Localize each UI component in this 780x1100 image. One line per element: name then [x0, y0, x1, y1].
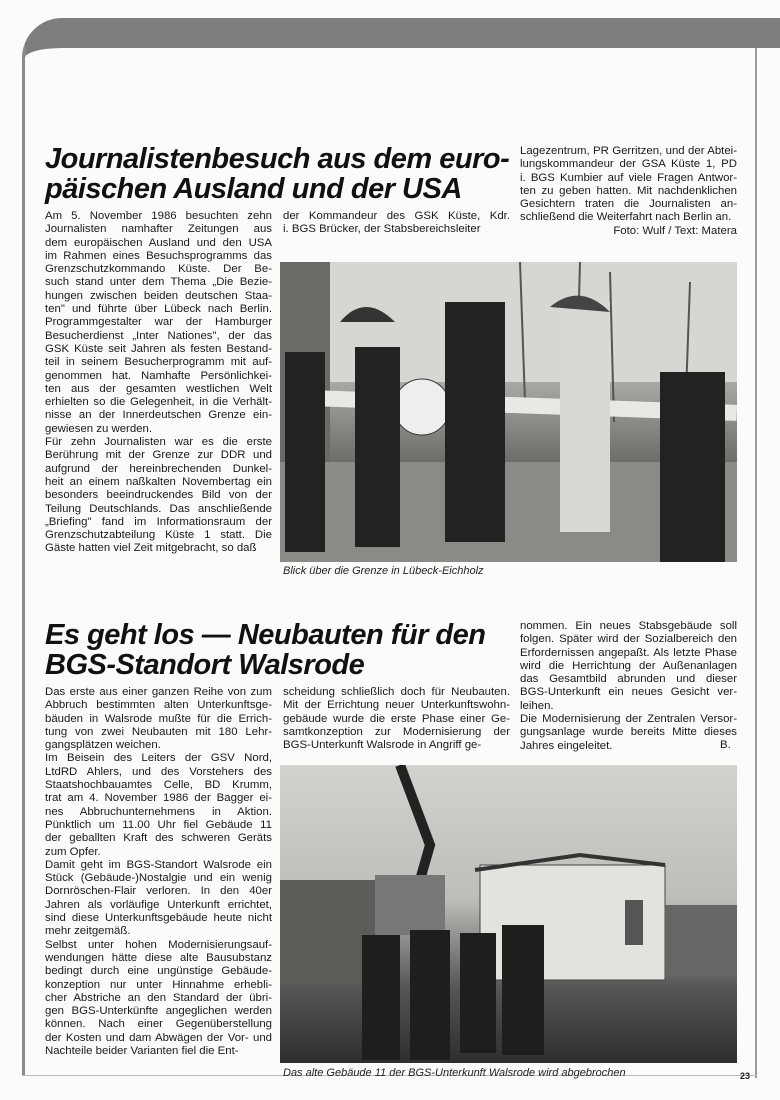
text-line: das Gesamtbild abrunden und dieser: [520, 673, 737, 686]
text-line: dem europäischen Ausland und den USA: [45, 236, 272, 249]
text-line: Berührung mit der Grenze zur DDR und: [45, 449, 272, 462]
text-line: gen BGS-Unterkünfte angeglichen werden: [45, 1005, 272, 1018]
photo-text-credit: Foto: Wulf / Text: Matera: [613, 225, 737, 237]
article2-signature: B.: [720, 739, 731, 751]
text-line: LtdRD Ahlers, und des Vorstehers des: [45, 765, 272, 778]
text-line: i. BGS Brücker, der Stabsbereichsleiter: [283, 223, 481, 236]
photo2-caption: Das alte Gebäude 11 der BGS-Unterkunft Walsrode wird abgebrochen: [283, 1067, 626, 1079]
text-line: schließend die Weiterfahrt nach Berlin an.: [520, 211, 732, 224]
photo-demolition-image: [280, 765, 737, 1063]
text-line: such stand unter dem Thema „Die Bezie-: [45, 276, 272, 289]
headline-line: BGS-Standort Walsrode: [45, 649, 365, 681]
text-line: Journalisten namhafter Zeitungen aus: [45, 223, 272, 236]
text-line: wird die Herrichtung der Außenanlagen: [520, 659, 737, 672]
text-line: sind diese Unterkunftsgebäude heute nicht: [45, 912, 272, 925]
headline-line: päischen Ausland und der USA: [45, 173, 462, 205]
text-line: Damit geht im BGS-Standort Walsrode ein: [45, 858, 272, 871]
text-line: Mit der Errichtung neuer Unterkunftswohn-: [283, 699, 510, 712]
text-line: Staatshochbauamtes Celle, BD Krumm,: [45, 779, 272, 792]
text-line: konzeption nur unter Hinnahme erhebli-: [45, 978, 272, 991]
photo-border-crossing: [280, 262, 737, 562]
text-line: der geballten Kraft des schweren Geräts: [45, 832, 272, 845]
text-line: bedingt durch eine ungünstige Gebäude-: [45, 965, 272, 978]
text-line: Programmgestalter war der Hamburger: [45, 316, 272, 329]
headline-line: Journalistenbesuch aus dem euro-: [45, 143, 510, 175]
text-line: Besucherdienst „Inter Nationes", der das: [45, 329, 272, 342]
article1-column-3: [520, 145, 737, 225]
text-line: cher Abstriche an den Standard der übri-: [45, 991, 272, 1004]
text-line: Selbst unter hohen Modernisierungsauf-: [45, 938, 272, 951]
text-line: gangsplätzen weichen.: [45, 739, 161, 752]
article1-column-2: [283, 210, 510, 237]
article2-column-2: [283, 686, 510, 752]
text-line: Die Modernisierung der Zentralen Versor-: [520, 713, 737, 726]
text-line: GSK Küste seit Jahren als festen Bestand-: [45, 342, 272, 355]
frame-inner: [40, 48, 760, 88]
text-line: besonders beeindruckendes Bild von der: [45, 489, 272, 502]
text-line: wendungen hätte diese alte Bausubstanz: [45, 951, 272, 964]
text-line: i. BGS Kumbier auf viele Fragen Antwor-: [520, 171, 737, 184]
text-line: zum Opfer.: [45, 845, 101, 858]
text-line: Gäste hatten viel Zeit mitgebracht, so daß: [45, 542, 257, 555]
text-line: „Briefing" fand im Informationsraum der: [45, 515, 272, 528]
text-line: samtkonzeption zur Modernisierung der: [283, 725, 510, 738]
article1-headline: [45, 144, 509, 204]
text-line: leihen.: [520, 699, 554, 712]
page-number: 23: [740, 1071, 751, 1081]
headline-line: Es geht los — Neubauten für den: [45, 619, 486, 651]
text-line: mehr zeitgemäß.: [45, 925, 131, 938]
text-line: folgen. Später wird der Sozialbereich den: [520, 633, 737, 646]
text-line: Jahres eingeleitet.: [520, 739, 613, 752]
article2-column-3: [520, 620, 737, 753]
text-line: Abbruch bestimmten alten Unterkunftsge-: [45, 699, 272, 712]
text-line: der Kosten und dam Abwägen der Vor- und: [45, 1031, 272, 1044]
frame-right-border: [755, 48, 757, 1078]
text-line: lungskommandeur der GSA Küste 1, PD: [520, 158, 737, 171]
text-line: erhielten so die Gelegenheit, in die Verhält-: [45, 396, 272, 409]
article2-column-1: [45, 686, 272, 1058]
text-line: BGS-Unterkunft Walsrode in Angriff ge-: [283, 739, 482, 752]
text-line: Gesichtern traten die Journalisten an-: [520, 198, 737, 211]
text-line: Grenzschutzkommando Küste. Der Be-: [45, 263, 272, 276]
text-line: gungsanlage wurde bereits Mitte dieses: [520, 726, 737, 739]
text-line: nes Abbruchunternehmens in Aktion.: [45, 805, 272, 818]
text-line: tung von zwei Neubauten mit 180 Lehr-: [45, 725, 272, 738]
photo-border-crossing-image: [280, 262, 737, 562]
article1-column-1: [45, 210, 272, 556]
text-line: ten aus der gesamten westlichen Welt: [45, 382, 272, 395]
text-line: aufgrund der hereinbrechenden Dunkel-: [45, 462, 272, 475]
text-line: Grenzschutzabteilung Küste 1 statt. Die: [45, 529, 272, 542]
text-line: heit an einem naßkalten Novembertag ein: [45, 475, 272, 488]
text-line: scheidung schließlich doch für Neubauten.: [283, 686, 510, 698]
article2-headline: [45, 620, 486, 680]
text-line: Teilung Deutschlands. Das anschließende: [45, 502, 272, 515]
text-line: Am 5. November 1986 besuchten zehn: [45, 210, 272, 222]
text-line: nisse an der Innerdeutschen Grenze ein-: [45, 409, 272, 422]
text-line: hungen zwischen beiden deutschen Staa-: [45, 289, 272, 302]
text-line: Nachteile beider Varianten fiel die Ent-: [45, 1045, 239, 1058]
text-line: nommen. Ein neues Stabsgebäude soll: [520, 620, 737, 632]
text-line: im Rahmen eines Besuchsprogramms das: [45, 249, 272, 262]
text-line: bäuden in Walsrode mußte für die Errich-: [45, 712, 272, 725]
text-line: Dornröschen-Flair verloren. In den 40er: [45, 885, 272, 898]
text-line: können. Nach einer Gegenüberstellung: [45, 1018, 272, 1031]
photo-demolition: [280, 765, 737, 1063]
text-line: Das erste aus einer ganzen Reihe von zum: [45, 686, 272, 698]
text-line: genommen hat. Namhafte Persönlichkei-: [45, 369, 272, 382]
text-line: Für zehn Journalisten war es die erste: [45, 436, 272, 449]
text-line: der Kommandeur des GSK Küste, Kdr.: [283, 210, 510, 222]
text-line: Lagezentrum, PR Gerritzen, und der Abtei-: [520, 145, 737, 157]
text-line: trat am 4. November 1986 der Bagger ei-: [45, 792, 272, 805]
text-line: ten zu geben hatten. Mit nachdenklichen: [520, 184, 737, 197]
text-line: gebäude wurde die erste Phase einer Ge-: [283, 712, 510, 725]
text-line: BGS-Unterkunft ein neues Gesicht ver-: [520, 686, 737, 699]
text-line: Im Beisein des Leiters der GSV Nord,: [45, 752, 272, 765]
text-line: teil in seinem Besucherprogramm mit auf-: [45, 356, 272, 369]
text-line: ten" und führte über Lübeck nach Berlin.: [45, 303, 272, 316]
text-line: gewiesen zu werden.: [45, 422, 153, 435]
text-line: Jahren als vorläufige Unterkunft errichtet,: [45, 898, 272, 911]
text-line: Pünktlich um 11.00 Uhr fiel Gebäude 11: [45, 818, 272, 831]
article1-credit-wrap: [520, 225, 737, 238]
text-line: Stück (Gebäude-)Nostalgie und ein wenig: [45, 872, 272, 885]
text-line: Erfordernissen angepaßt. Als letzte Phase: [520, 646, 737, 659]
photo1-caption: Blick über die Grenze in Lübeck-Eichholz: [283, 565, 484, 577]
